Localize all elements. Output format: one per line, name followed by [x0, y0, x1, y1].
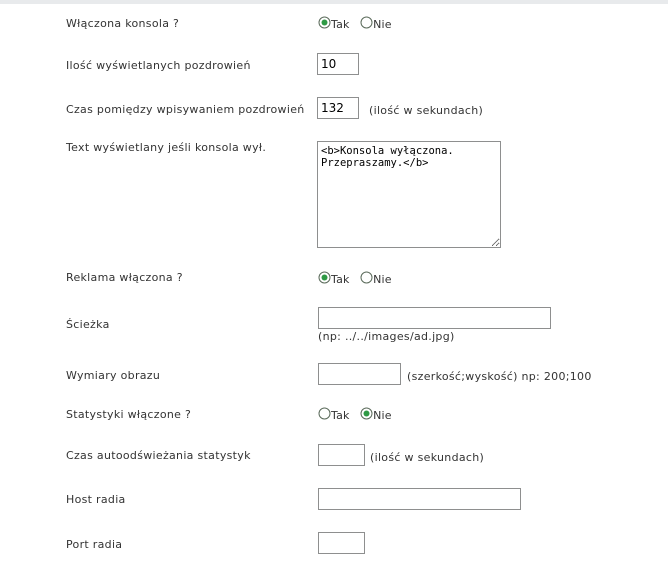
radio-reklama-nie[interactable]: Nie: [360, 270, 392, 284]
port-input[interactable]: [318, 532, 365, 554]
radio-reklama-tak[interactable]: Tak: [318, 270, 350, 284]
label-wymiary: Wymiary obrazu: [66, 369, 161, 382]
sciezka-input[interactable]: [318, 307, 551, 329]
hint-wymiary: (szerkość;wyskość) np: 200;100: [407, 370, 592, 383]
label-czas: Czas pomiędzy wpisywaniem pozdrowień: [66, 103, 305, 116]
radio-unchecked-icon[interactable]: [360, 16, 373, 29]
label-host: Host radia: [66, 493, 126, 506]
text-textarea[interactable]: [317, 141, 501, 248]
label-text: Text wyświetlany jeśli konsola wył.: [66, 141, 267, 154]
radio-statystyki-nie[interactable]: Nie: [360, 406, 392, 420]
autoodswiezanie-input[interactable]: [318, 444, 365, 466]
wymiary-input[interactable]: [318, 363, 401, 385]
radio-checked-icon[interactable]: [360, 407, 373, 420]
top-border: [0, 0, 668, 4]
label-reklama: Reklama włączona ?: [66, 271, 183, 284]
radio-checked-icon[interactable]: [318, 16, 331, 29]
label-ilosc: Ilość wyświetlanych pozdrowień: [66, 59, 251, 72]
label-sciezka: Ścieżka: [66, 318, 110, 331]
hint-autoodswiezanie: (ilość w sekundach): [370, 451, 485, 464]
hint-sciezka: (np: ../../images/ad.jpg): [318, 330, 455, 343]
radio-unchecked-icon[interactable]: [360, 271, 373, 284]
radio-konsola-nie[interactable]: Nie: [360, 15, 392, 29]
radio-checked-icon[interactable]: [318, 271, 331, 284]
label-statystyki: Statystyki włączone ?: [66, 408, 192, 421]
radio-konsola-tak[interactable]: Tak: [318, 15, 350, 29]
hint-czas: (ilość w sekundach): [369, 104, 484, 117]
host-input[interactable]: [318, 488, 521, 510]
czas-input[interactable]: [317, 97, 359, 119]
radio-unchecked-icon[interactable]: [318, 407, 331, 420]
label-konsola: Włączona konsola ?: [66, 17, 180, 30]
radio-group-statystyki: [318, 406, 399, 420]
ilosc-input[interactable]: [317, 53, 359, 75]
radio-statystyki-tak[interactable]: Tak: [318, 406, 350, 420]
radio-group-reklama: [318, 270, 399, 284]
radio-group-konsola: [318, 15, 399, 29]
label-autoodswiezanie: Czas autoodświeżania statystyk: [66, 449, 251, 462]
label-port: Port radia: [66, 538, 123, 551]
